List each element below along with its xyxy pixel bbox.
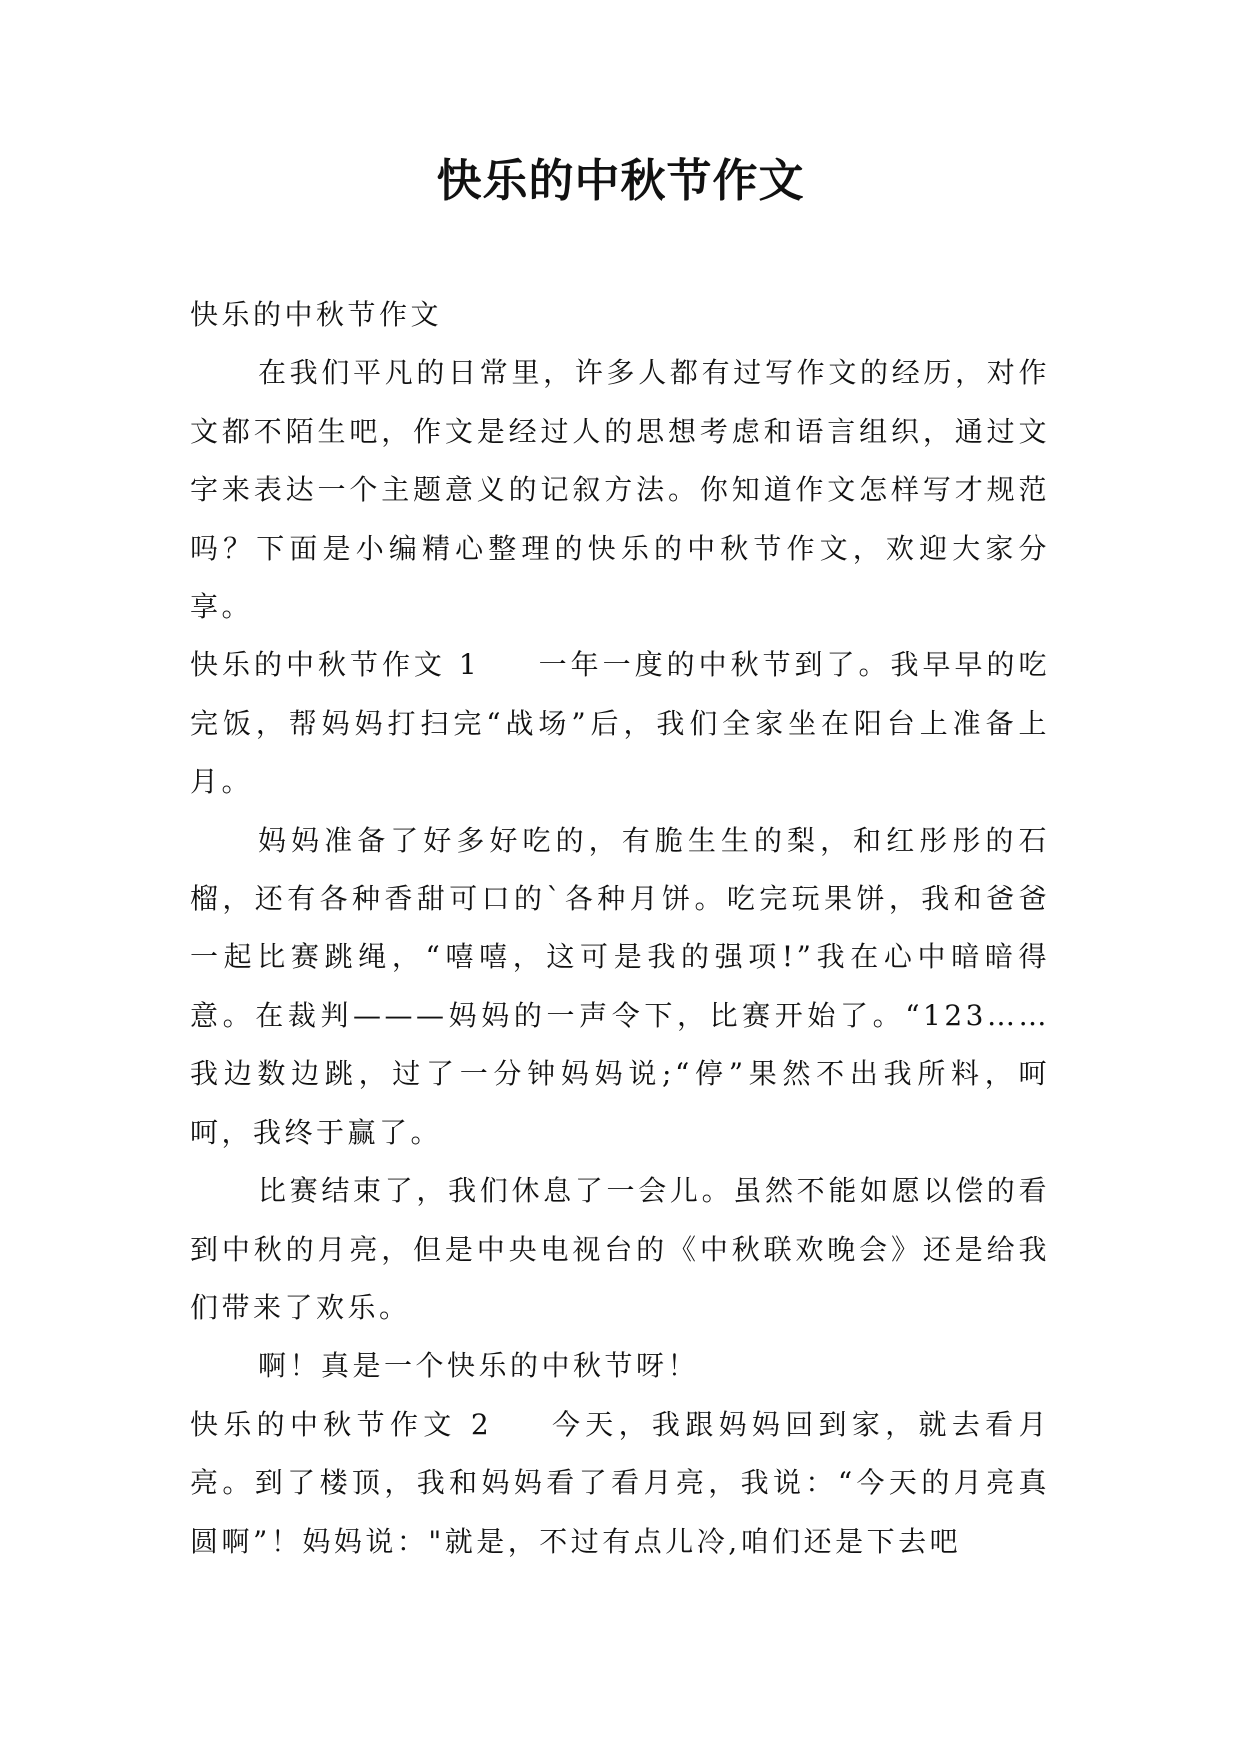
essay-2-heading: 快乐的中秋节作文 2 [190, 1407, 493, 1441]
essay-2-first-text: 今天，我跟妈妈回到家，就去看月亮。到了楼顶，我和妈妈看了看月亮，我说：“今天的月亮真圆啊”！妈妈说："就是，不过有点儿冷,咱们还是下去吧 [190, 1407, 1050, 1558]
essay-1-first-paragraph [190, 636, 1050, 811]
document-body [190, 286, 1050, 1571]
essay-1-paragraph-4: 啊！真是一个快乐的中秋节呀！ [258, 1349, 700, 1383]
essay-1-paragraph-2: 妈妈准备了好多好吃的，有脆生生的梨，和红彤彤的石榴，还有各种香甜可口的`各种月饼。吃完玩果饼，我和爸爸一起比赛跳绳，“嘻嘻，这可是我的强项!”我在心中暗暗得意。在裁判———妈妈的一声令下，比赛开始了。“123……我边数边跳，过了一分钟妈妈说;“停”果然不出我所料，呵呵，我终于赢了。 [190, 823, 1050, 1149]
essay-1-paragraph-3: 比赛结束了，我们休息了一会儿。虽然不能如愿以偿的看到中秋的月亮，但是中央电视台的《中秋联欢晚会》还是给我们带来了欢乐。 [190, 1174, 1050, 1324]
essay-1-heading: 快乐的中秋节作文 1 [190, 648, 481, 682]
essay-1-first-text: 一年一度的中秋节到了。我早早的吃完饭，帮妈妈打扫完“战场”后，我们全家坐在阳台上准备上月。 [190, 648, 1050, 799]
subtitle: 快乐的中秋节作文 [190, 298, 443, 331]
essay-2-first-paragraph [190, 1396, 1050, 1571]
intro-paragraph: 在我们平凡的日常里，许多人都有过写作文的经历，对作文都不陌生吧，作文是经过人的思想考虑和语言组织，通过文字来表达一个主题意义的记叙方法。你知道作文怎样写才规范吗？下面是小编精心整理的快乐的中秋节作文，欢迎大家分享。 [190, 356, 1050, 624]
document-title: 快乐的中秋节作文 [436, 154, 805, 207]
